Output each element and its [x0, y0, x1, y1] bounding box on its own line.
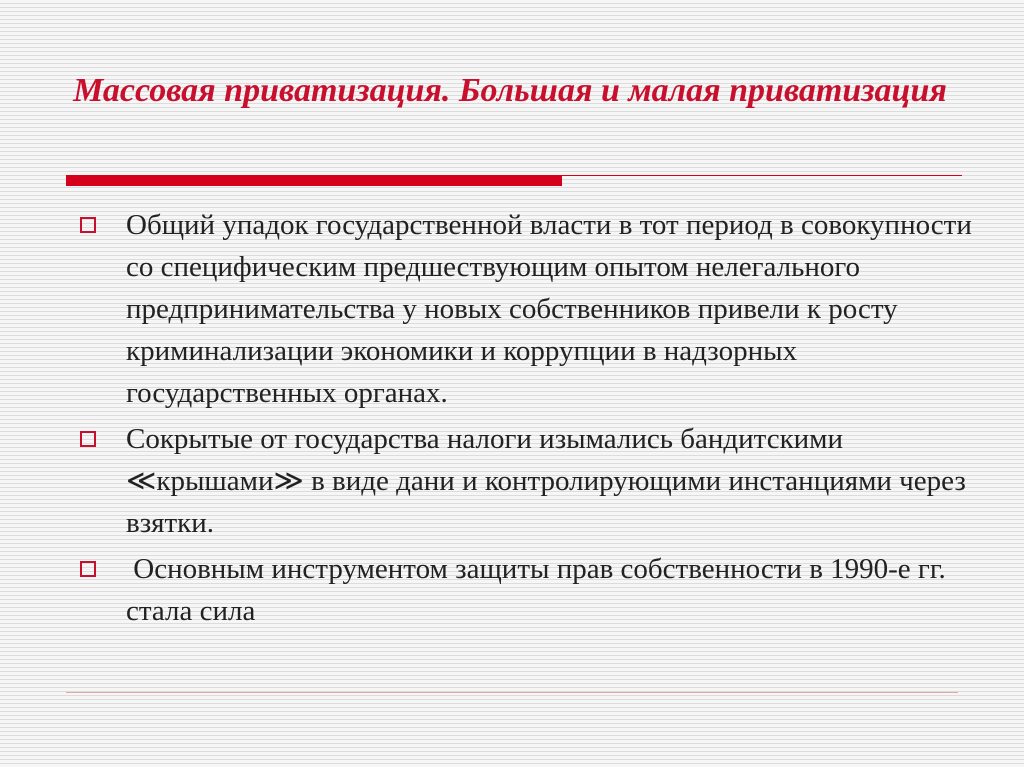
bullet-list: [74, 204, 974, 636]
title-underline-thick: [66, 175, 562, 186]
hollow-square-bullet-icon: [80, 561, 96, 577]
bullet-text: Основным инструментом защиты прав собственности в 1990-е гг. стала сила: [126, 553, 953, 627]
bullet-item: [74, 418, 974, 544]
hollow-square-bullet-icon: [80, 217, 96, 233]
bullet-item: [74, 204, 974, 414]
title-underline-thin: [562, 175, 962, 176]
hollow-square-bullet-icon: [80, 431, 96, 447]
bullet-text: Общий упадок государственной власти в тот период в совокупности со специфическим предшествующим опытом нелегального предпринимательства у новых собственников привели к росту криминализации экономики и коррупции в надзорных государственных органах.: [126, 209, 972, 409]
bullet-text: Сокрытые от государства налоги изымались бандитскими ≪крышами≫ в виде дани и контролирующими инстанциями через взятки.: [126, 423, 966, 539]
slide-title: Массовая приватизация. Большая и малая приватизация: [73, 72, 947, 109]
bullet-item: [74, 548, 974, 632]
bottom-divider: [66, 692, 958, 693]
